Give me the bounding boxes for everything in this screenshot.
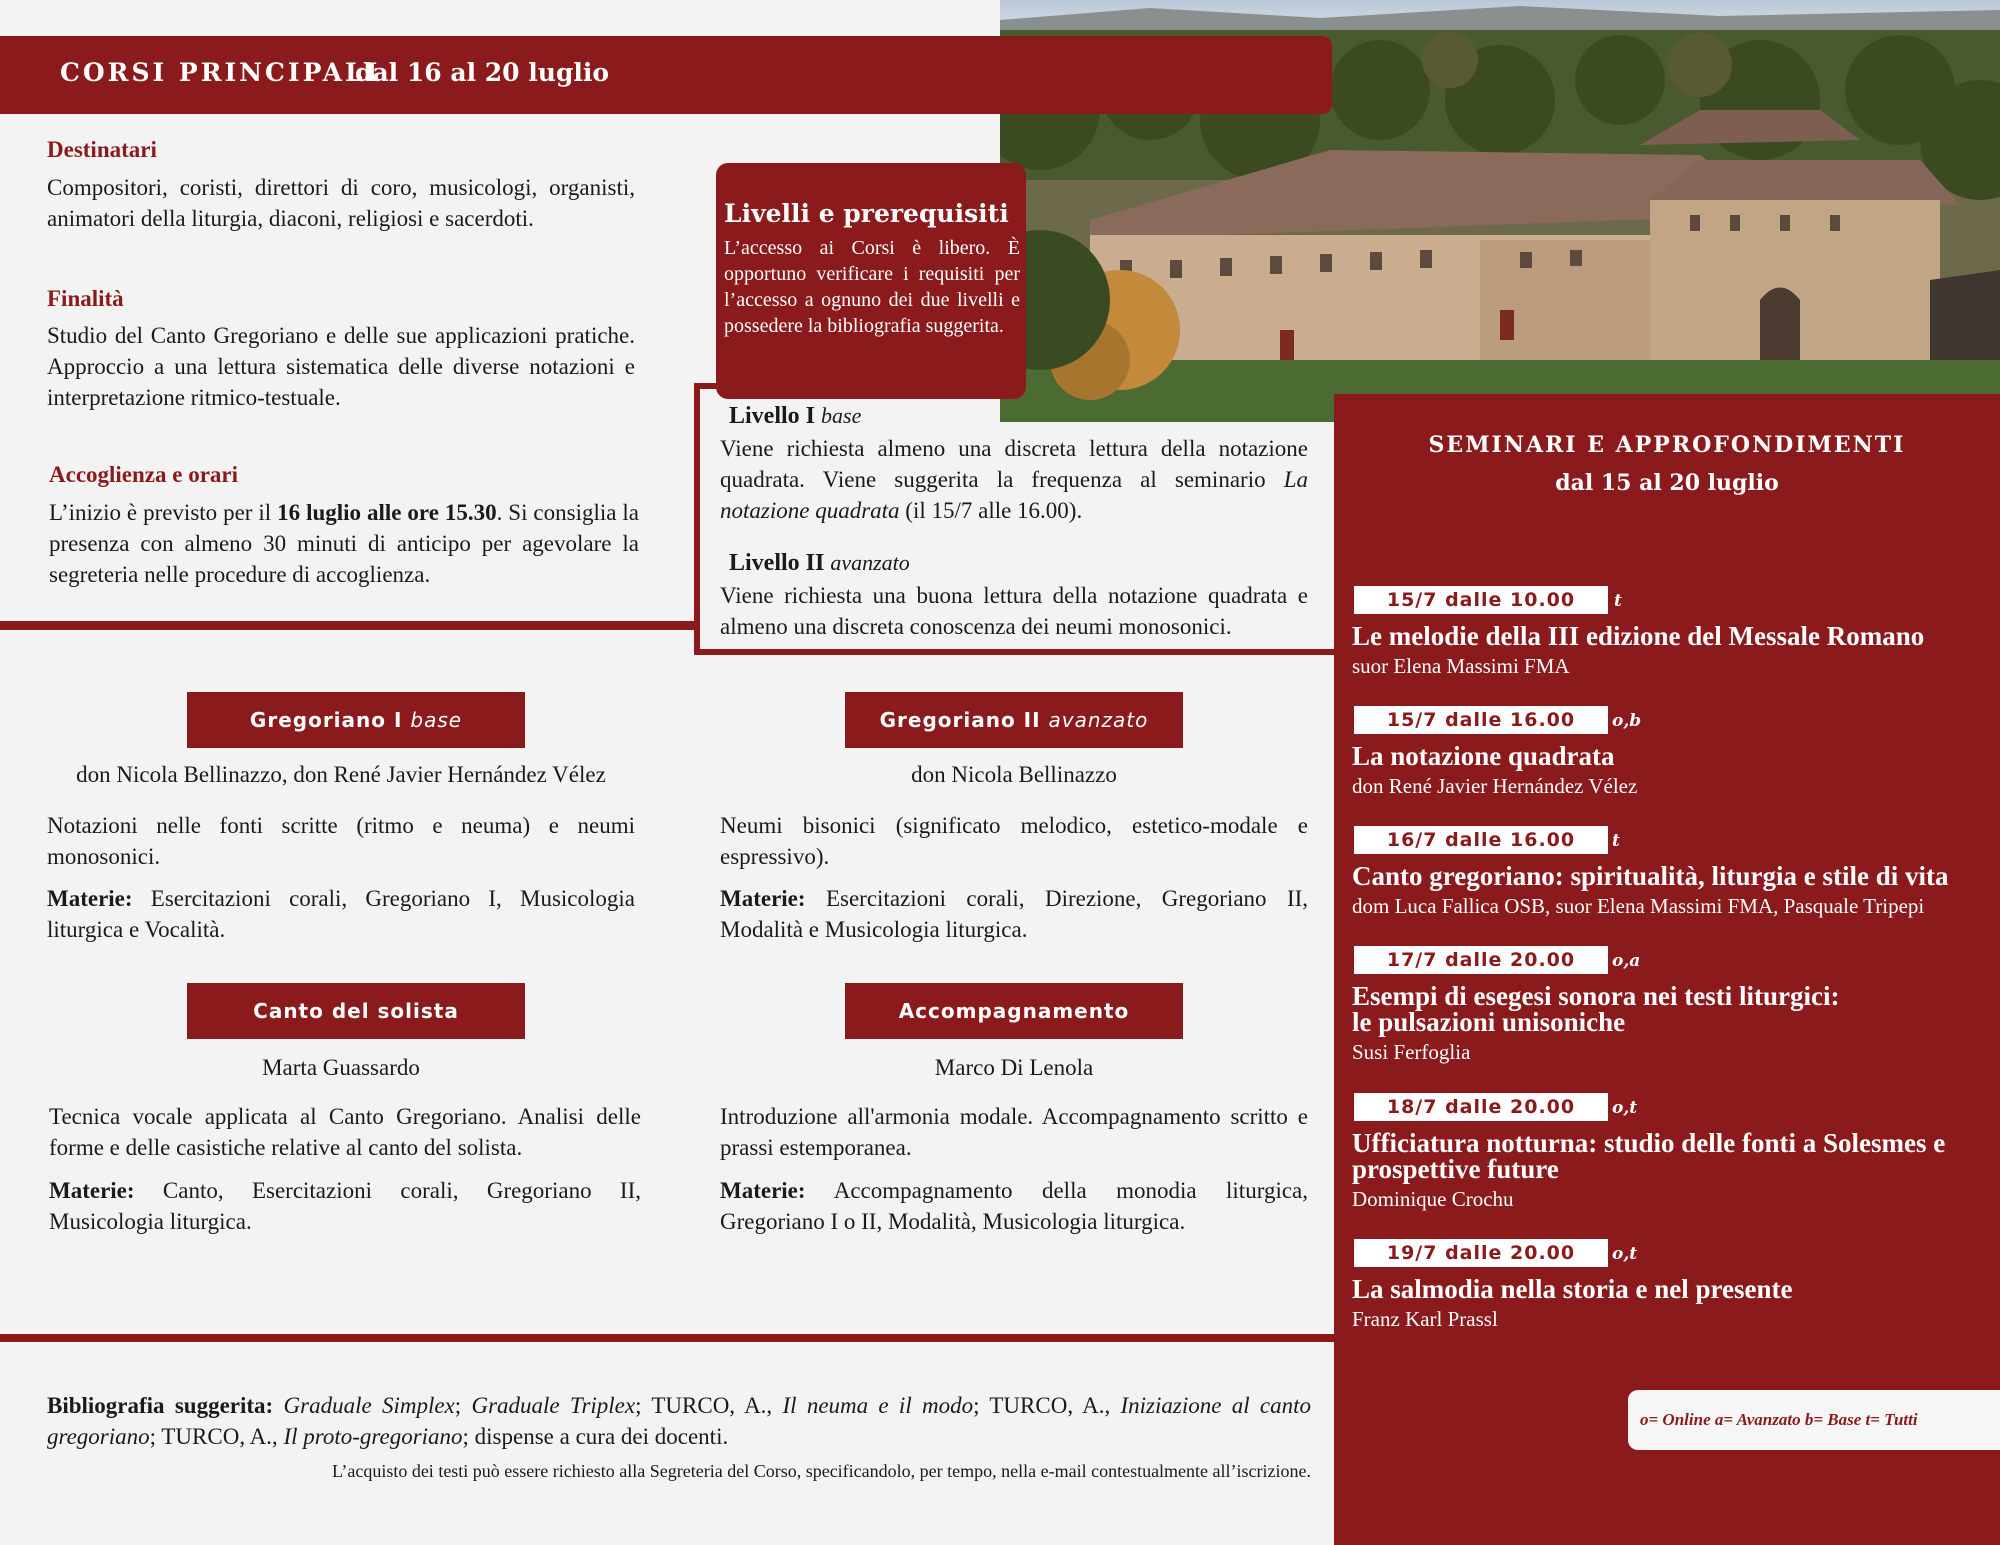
- bibliografia-note: L’acquisto dei testi può essere richiesto alla Segreteria del Corso, specificandolo, per tempo, nella e-mail contestualmente all’iscrizione.: [332, 1461, 1311, 1481]
- livello-1-heading: Livello I base: [729, 403, 862, 429]
- seminar-6-date: 19/7 dalle 20.00: [1354, 1239, 1608, 1267]
- seminar-1-author: suor Elena Massimi FMA: [1352, 654, 1570, 678]
- livello-2-text: Viene richiesta una buona lettura della notazione quadrata e almeno una discreta conoscenza dei neumi monosonici.: [720, 583, 1308, 639]
- seminar-4-date: 17/7 dalle 20.00: [1354, 946, 1608, 974]
- course-canto-solista-teacher: Marta Guassardo: [262, 1055, 420, 1080]
- seminar-2-date: 15/7 dalle 16.00: [1354, 706, 1608, 734]
- seminari-dates: dal 15 al 20 luglio: [1555, 470, 1779, 496]
- seminar-5-title-line2: prospettive future: [1352, 1154, 1559, 1184]
- course-gregoriano-2-teacher: don Nicola Bellinazzo: [911, 762, 1117, 787]
- course-gregoriano-1-title: Gregoriano I base: [187, 692, 525, 748]
- seminar-5-title: Ufficiatura notturna: studio delle fonti a Solesmes e: [1352, 1128, 1946, 1158]
- course-canto-solista-desc: Tecnica vocale applicata al Canto Gregoriano. Analisi delle forme e delle casistiche relative al canto del solista.: [49, 1104, 641, 1160]
- divider-line: [0, 621, 700, 630]
- header-dates: dal 16 al 20 luglio: [355, 58, 610, 87]
- seminar-4-title-line2: le pulsazioni unisoniche: [1352, 1007, 1626, 1037]
- seminar-3-tag: t: [1612, 831, 1620, 851]
- seminar-5-tag: o,t: [1612, 1098, 1638, 1118]
- seminar-2-title: La notazione quadrata: [1352, 741, 1615, 771]
- course-gregoriano-1-materie: Materie: Esercitazioni corali, Gregoriano I, Musicologia liturgica e Vocalità.: [47, 886, 635, 942]
- seminar-6-tag: o,t: [1612, 1244, 1638, 1264]
- finalita-heading: Finalità: [47, 286, 124, 311]
- livelli-title: Livelli e prerequisiti: [724, 199, 1009, 228]
- seminar-1-tag: t: [1614, 591, 1622, 611]
- seminar-6-author: Franz Karl Prassl: [1352, 1307, 1498, 1331]
- destinatari-heading: Destinatari: [47, 137, 157, 162]
- seminar-2-author: don René Javier Hernández Vélez: [1352, 774, 1638, 798]
- course-accompagnamento-title: Accompagnamento: [845, 983, 1183, 1039]
- course-canto-solista-title: Canto del solista: [187, 983, 525, 1039]
- seminar-2-tag: o,b: [1612, 711, 1642, 731]
- course-accompagnamento-materie: Materie: Accompagnamento della monodia liturgica, Gregoriano I o II, Modalità, Musicologia liturgica.: [720, 1178, 1308, 1234]
- course-canto-solista-materie: Materie: Canto, Esercitazioni corali, Gregoriano II, Musicologia liturgica.: [49, 1178, 641, 1234]
- bibliografia-text: Bibliografia suggerita: Graduale Simplex; Graduale Triplex; TURCO, A., Il neuma e il modo; TURCO, A., Iniziazione al canto gregoriano; TURCO, A., Il proto-gregoriano; dispense a cura dei docenti.: [47, 1393, 1312, 1449]
- livello-1-text: Viene richiesta almeno una discreta lettura della notazione quadrata. Viene suggerita la frequenza al seminario La notazione quadrata (il 15/7 alle 16.00).: [720, 436, 1308, 523]
- seminar-5-date: 18/7 dalle 20.00: [1354, 1093, 1608, 1121]
- bottom-divider: [0, 1334, 1334, 1342]
- seminar-3-title: Canto gregoriano: spiritualità, liturgia e stile di vita: [1352, 861, 1949, 891]
- legend-box: o= Online a= Avanzato b= Base t= Tutti: [1628, 1390, 2000, 1450]
- corsi-principali-header: [0, 36, 1332, 114]
- course-gregoriano-1-desc: Notazioni nelle fonti scritte (ritmo e neuma) e neumi monosonici.: [47, 813, 635, 869]
- livello-2-heading: Livello II avanzato: [729, 550, 910, 576]
- course-accompagnamento-desc: Introduzione all'armonia modale. Accompagnamento scritto e prassi estemporanea.: [720, 1104, 1308, 1160]
- frame-bottom: [694, 649, 1334, 655]
- accoglienza-heading: Accoglienza e orari: [49, 462, 239, 487]
- course-gregoriano-2-desc: Neumi bisonici (significato melodico, estetico-modale e espressivo).: [720, 813, 1308, 869]
- seminar-1-title: Le melodie della III edizione del Messale Romano: [1352, 621, 1925, 651]
- seminar-4-title: Esempi di esegesi sonora nei testi liturgici:: [1352, 981, 1840, 1011]
- seminari-title: SEMINARI E APPROFONDIMENTI: [1428, 432, 1906, 458]
- seminar-3-author: dom Luca Fallica OSB, suor Elena Massimi FMA, Pasquale Tripepi: [1352, 894, 1925, 918]
- frame-left: [694, 383, 700, 655]
- livelli-text: L’accesso ai Corsi è libero. È opportuno verificare i requisiti per l’accesso a ognuno dei due livelli e possedere la bibliografia suggerita.: [724, 237, 1020, 337]
- finalita-text: Studio del Canto Gregoriano e delle sue applicazioni pratiche. Approccio a una lettura sistematica delle diverse notazioni e interpretazione ritmico-testuale.: [47, 323, 635, 410]
- seminar-1-date: 15/7 dalle 10.00: [1354, 586, 1608, 614]
- course-gregoriano-2-materie: Materie: Esercitazioni corali, Direzione, Gregoriano II, Modalità e Musicologia liturgica.: [720, 886, 1309, 942]
- course-accompagnamento-teacher: Marco Di Lenola: [934, 1055, 1094, 1080]
- destinatari-text: Compositori, coristi, direttori di coro, musicologi, organisti, animatori della liturgia, diaconi, religiosi e sacerdoti.: [47, 175, 635, 231]
- seminar-4-author: Susi Ferfoglia: [1352, 1040, 1471, 1064]
- seminar-5-author: Dominique Crochu: [1352, 1187, 1514, 1211]
- accoglienza-text: L’inizio è previsto per il 16 luglio alle ore 15.30. Si consiglia la presenza con almeno 30 minuti di anticipo per agevolare la segreteria nelle procedure di accoglienza.: [49, 500, 639, 587]
- seminar-3-date: 16/7 dalle 16.00: [1354, 826, 1608, 854]
- course-gregoriano-1-teacher: don Nicola Bellinazzo, don René Javier Hernández Vélez: [76, 762, 606, 787]
- header-title: CORSI PRINCIPALI: [60, 58, 381, 87]
- course-gregoriano-2-title: Gregoriano II avanzato: [845, 692, 1183, 748]
- seminar-4-tag: o,a: [1612, 951, 1641, 971]
- livelli-box: [716, 163, 1026, 399]
- seminar-6-title: La salmodia nella storia e nel presente: [1352, 1274, 1793, 1304]
